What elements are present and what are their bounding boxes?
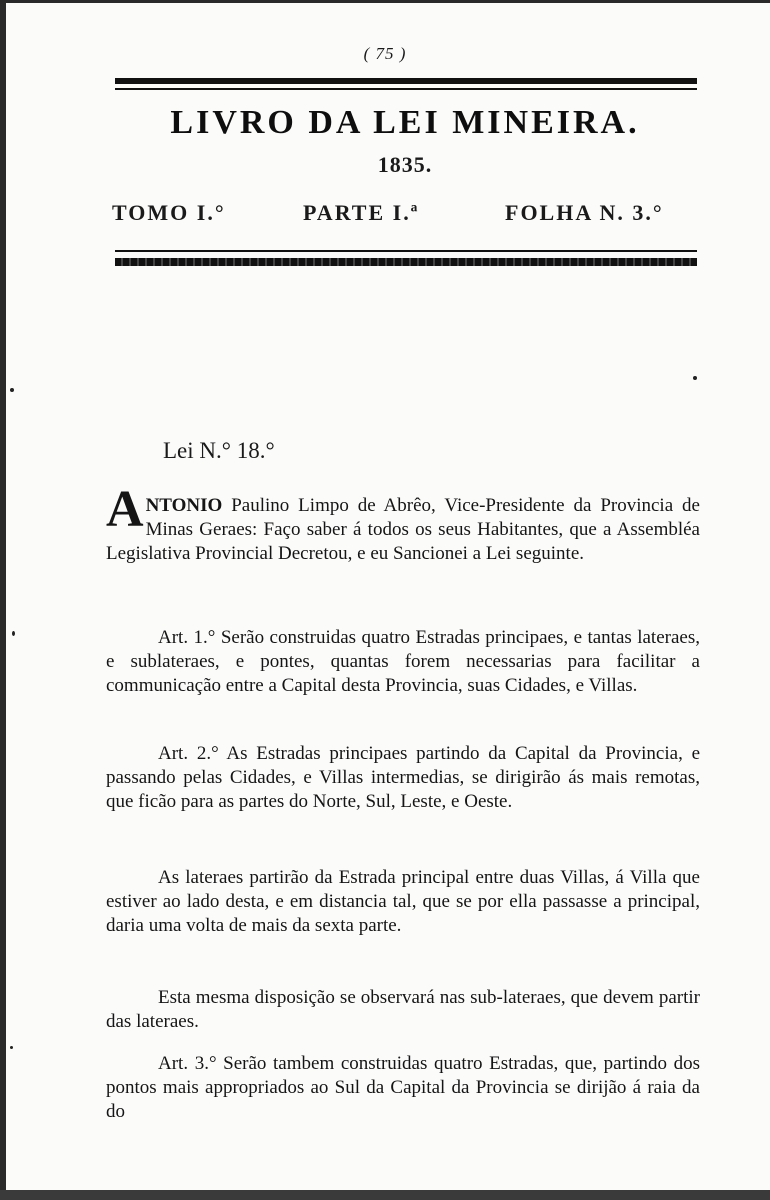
law-preamble: [106, 481, 700, 566]
publication-year: 1835.: [377, 152, 433, 177]
print-speck: [12, 631, 15, 636]
article-3: [106, 1052, 700, 1124]
book-title: LIVRO DA LEI MINEIRA.: [170, 104, 640, 141]
folha-label: FOLHA N. 3.°: [505, 200, 664, 225]
header-rule-bottom-thin: [115, 250, 697, 252]
print-speck: [10, 388, 14, 392]
article-2-text: Art. 2.° As Estradas principaes partindo da Capital da Provincia, e passando pelas Cidades, e Villas intermedias, se dirigirão ás mais remotas, que ficão para as partes do Norte, Sul, Leste, e Oeste.: [106, 743, 700, 812]
paragraph-sublateraes: [106, 986, 700, 1034]
page-number: ( 75 ): [363, 44, 407, 63]
header-rule-top-thin: [115, 88, 697, 90]
paragraph-lateraes-text: As lateraes partirão da Estrada principal entre duas Villas, á Villa que estiver ao lado desta, e em distancia tal, que se por ella passasse a principal, daria uma volta de mais da sexta parte.: [106, 867, 700, 936]
lei-number: Lei N.° 18.°: [163, 438, 275, 463]
paragraph-sublateraes-text: Esta mesma disposição se observará nas sub-lateraes, que devem partir das lateraes.: [106, 987, 700, 1032]
article-2: [106, 742, 700, 814]
article-3-text: Art. 3.° Serão tambem construidas quatro Estradas, que, partindo dos pontos mais appropriados ao Sul da Capital da Provincia se dirijão á raia da do: [106, 1053, 700, 1122]
tomo-label: TOMO I.°: [112, 200, 226, 225]
page-left-edge: [0, 0, 6, 1200]
article-1: [106, 626, 700, 698]
page-top-edge: [0, 0, 770, 3]
print-speck: [693, 376, 697, 380]
print-speck: [10, 1046, 13, 1049]
header-rule-top: [115, 78, 697, 84]
article-1-text: Art. 1.° Serão construidas quatro Estradas principaes, e tantas lateraes, e sublateraes, e pontes, quantas forem necessarias para facilitar a communicação entre a Capital desta Provincia, suas Cidades, e Villas.: [106, 627, 700, 696]
preamble-text: Paulino Limpo de Abrêo, Vice-Presidente da Provincia de Minas Geraes: Faço saber á todos os seus Habitantes, que a Assembléa Legislativa Provincial Decretou, e eu Sancionei a Lei seguinte.: [106, 495, 700, 564]
page-bottom-edge: [0, 1190, 770, 1200]
drop-cap: A: [106, 481, 144, 538]
header-rule-ornament: [115, 258, 697, 266]
preamble-name-caps: NTONIO: [145, 495, 223, 516]
paragraph-lateraes: [106, 866, 700, 938]
parte-label: PARTE I.ª: [303, 200, 420, 225]
